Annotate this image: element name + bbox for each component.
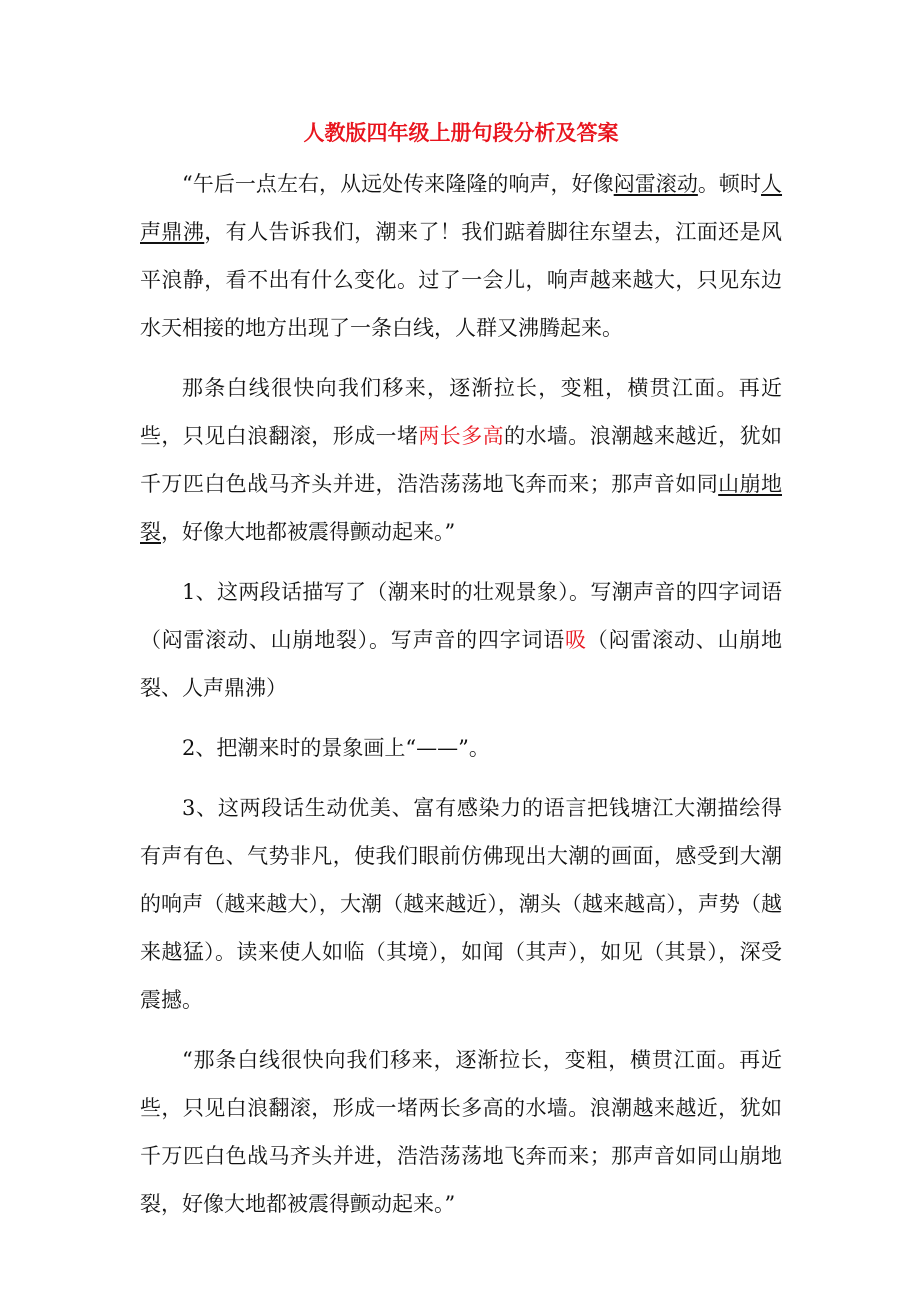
question-1 (140, 568, 782, 712)
question-text: （闷雷滚动、山崩地裂、人声鼎沸） (140, 628, 783, 700)
underlined-phrase: 人声鼎沸 (140, 172, 783, 244)
passage-text: 。顿时 (697, 172, 762, 196)
passage-text: ，好像大地都被震得颤动起来。” (161, 520, 456, 544)
passage-text: ，有人告诉我们，潮来了！我们踮着脚往东望去，江面还是风平浪静，看不出有什么变化。过了一会儿，响声越来越大，只见东边水天相接的地方出现了一条白线，人群又沸腾起来。 (140, 220, 783, 340)
page-title: 人教版四年级上册句段分析及答案 (303, 120, 619, 145)
passage-paragraph-1 (140, 160, 782, 352)
repeat-passage: “那条白线很快向我们移来，逐渐拉长，变粗，横贯江面。再近些，只见白浪翻滚，形成一堵两长多高的水墙。浪潮越来越近，犹如千万匹白色战马齐头并进，浩浩荡荡地飞奔而来；那声音如同山崩地裂，好像大地都被震得颤动起来。” (140, 1048, 782, 1216)
passage-paragraph-2 (140, 364, 782, 556)
question-2: 2、把潮来时的景象画上“——”。 (182, 736, 490, 760)
highlighted-character: 吸 (565, 628, 587, 652)
underlined-phrase: 山崩地裂 (140, 472, 782, 544)
document-page (140, 118, 782, 1228)
passage-text: 那条白线很快向我们移来，逐渐拉长，变粗，横贯江面。再近些，只见白浪翻滚，形成一堵 (140, 376, 782, 448)
highlighted-phrase: 两长多高 (418, 424, 505, 448)
passage-text: “午后一点左右，从远处传来隆隆的响声，好像 (182, 172, 614, 196)
question-3: 3、这两段话生动优美、富有感染力的语言把钱塘江大潮描绘得有声有色、气势非凡，使我们眼前仿佛现出大潮的画面，感受到大潮的响声（越来越大），大潮（越来越近），潮头（越来越高），声势（越来越猛）。读来使人如临（其境），如闻（其声），如见（其景），深受震撼。 (140, 796, 782, 1012)
passage-text: 的水墙。浪潮越来越近，犹如千万匹白色战马齐头并进，浩浩荡荡地飞奔而来；那声音如同 (140, 424, 783, 496)
underlined-phrase: 闷雷滚动 (613, 172, 698, 196)
question-text: 1、这两段话描写了（潮来时的壮观景象）。写潮声音的四字词语（闷雷滚动、山崩地裂）。写声音的四字词语 (140, 580, 782, 652)
